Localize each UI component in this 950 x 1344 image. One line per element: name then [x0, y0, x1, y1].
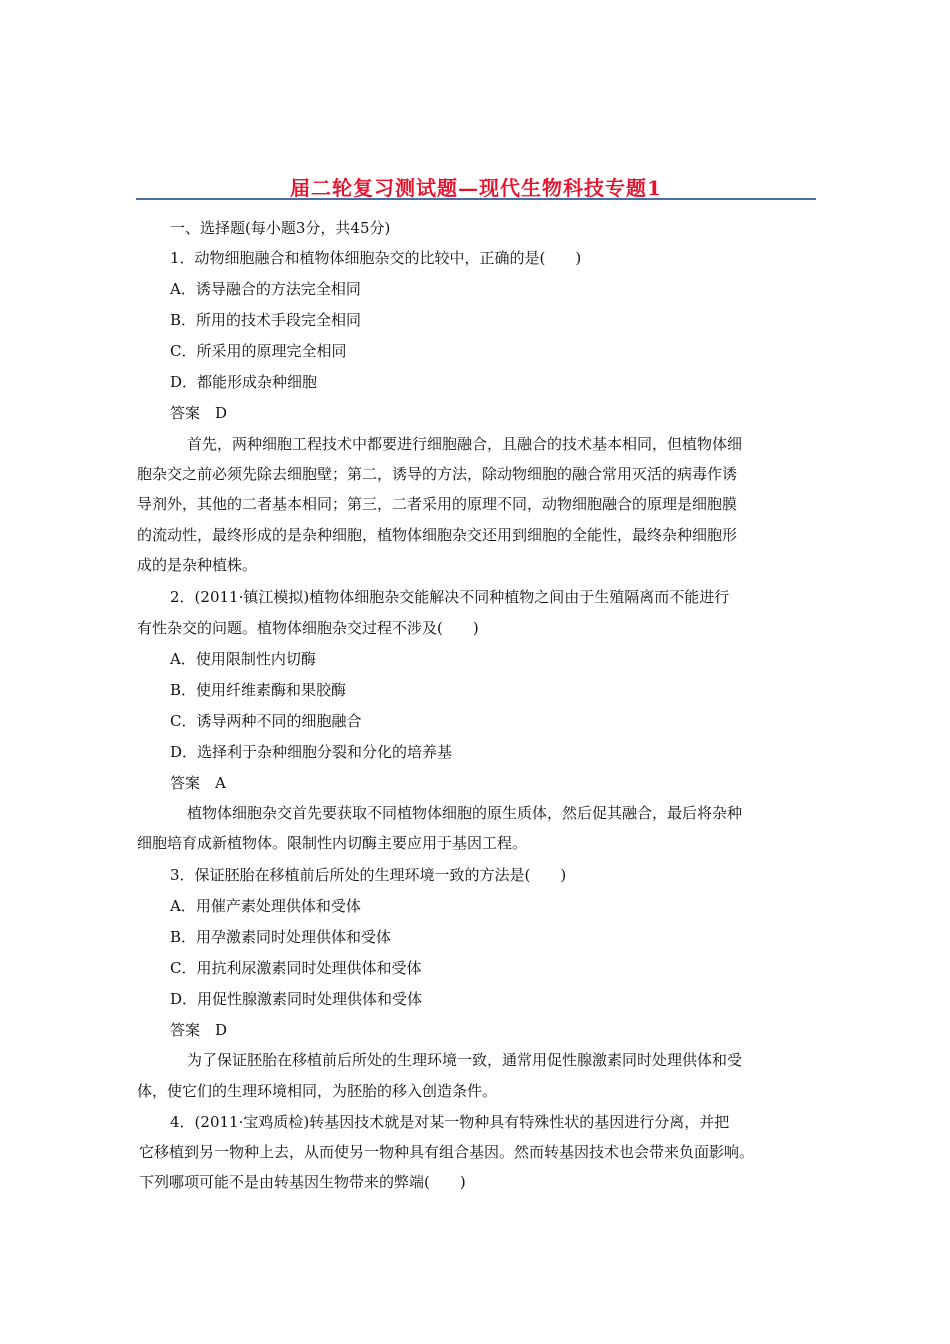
question-4-stem: 4．(2011·宝鸡质检)转基因技术就是对某一物种具有特殊性状的基因进行分离，并把: [170, 1113, 730, 1131]
question-3-option-a: A．用催产素处理供体和受体: [170, 897, 361, 915]
question-1-explanation-line: 首先，两种细胞工程技术中都要进行细胞融合，且融合的技术基本相同，但植物体细: [187, 435, 743, 453]
question-1-explanation-line: 胞杂交之前必须先除去细胞壁；第二，诱导的方法，除动物细胞的融合常用灭活的病毒作诱: [137, 465, 738, 483]
question-1-option-a: A．诱导融合的方法完全相同: [170, 280, 361, 298]
question-1-stem: 1．动物细胞融合和植物体细胞杂交的比较中，正确的是( ): [170, 249, 582, 267]
question-3-option-c: C．用抗利尿激素同时处理供体和受体: [170, 959, 422, 977]
question-2-option-b: B．使用纤维素酶和果胶酶: [170, 681, 347, 699]
question-3-explanation-line: 体，使它们的生理环境相同，为胚胎的移入创造条件。: [137, 1082, 498, 1100]
question-1-explanation-line: 的流动性，最终形成的是杂种细胞，植物体细胞杂交还用到细胞的全能性，最终杂种细胞形: [137, 526, 738, 544]
question-3-stem: 3．保证胚胎在移植前后所处的生理环境一致的方法是( ): [170, 866, 567, 884]
question-1-answer: 答案 D: [170, 404, 228, 422]
question-3-option-d: D．用促性腺激素同时处理供体和受体: [170, 990, 423, 1008]
question-1-option-d: D．都能形成杂种细胞: [170, 373, 318, 391]
document-title: 届二轮复习测试题—现代生物科技专题1: [290, 176, 662, 200]
question-1-explanation-line: 成的是杂种植株。: [137, 556, 258, 574]
question-3-option-b: B．用孕激素同时处理供体和受体: [170, 928, 392, 946]
question-1-option-c: C．所采用的原理完全相同: [170, 342, 347, 360]
question-3-answer: 答案 D: [170, 1021, 228, 1039]
question-2-stem: 2．(2011·镇江模拟)植物体细胞杂交能解决不同种植物之间由于生殖隔离而不能进行: [170, 588, 730, 606]
question-3-explanation-line: 为了保证胚胎在移植前后所处的生理环境一致，通常用促性腺激素同时处理供体和受: [187, 1051, 743, 1069]
question-1-option-b: B．所用的技术手段完全相同: [170, 311, 362, 329]
question-2-stem: 有性杂交的问题。植物体细胞杂交过程不涉及( ): [137, 619, 479, 637]
question-2-explanation-line: 植物体细胞杂交首先要获取不同植物体细胞的原生质体，然后促其融合，最后将杂种: [187, 804, 743, 822]
section-header: 一、选择题(每小题3分，共45分): [170, 219, 391, 237]
question-2-option-d: D．选择利于杂种细胞分裂和分化的培养基: [170, 743, 453, 761]
question-2-explanation-line: 细胞培育成新植物体。限制性内切酶主要应用于基因工程。: [137, 834, 528, 852]
question-2-option-c: C．诱导两种不同的细胞融合: [170, 712, 362, 730]
question-4-stem: 它移植到另一物种上去，从而使另一物种具有组合基因。然而转基因技术也会带来负面影响。: [139, 1143, 755, 1161]
question-4-stem: 下列哪项可能不是由转基因生物带来的弊端( ): [139, 1173, 466, 1191]
question-2-answer: 答案 A: [170, 774, 226, 792]
title-underline: [136, 198, 816, 200]
question-2-option-a: A．使用限制性内切酶: [170, 650, 316, 668]
question-1-explanation-line: 导剂外，其他的二者基本相同；第三，二者采用的原理不同，动物细胞融合的原理是细胞膜: [137, 495, 738, 513]
